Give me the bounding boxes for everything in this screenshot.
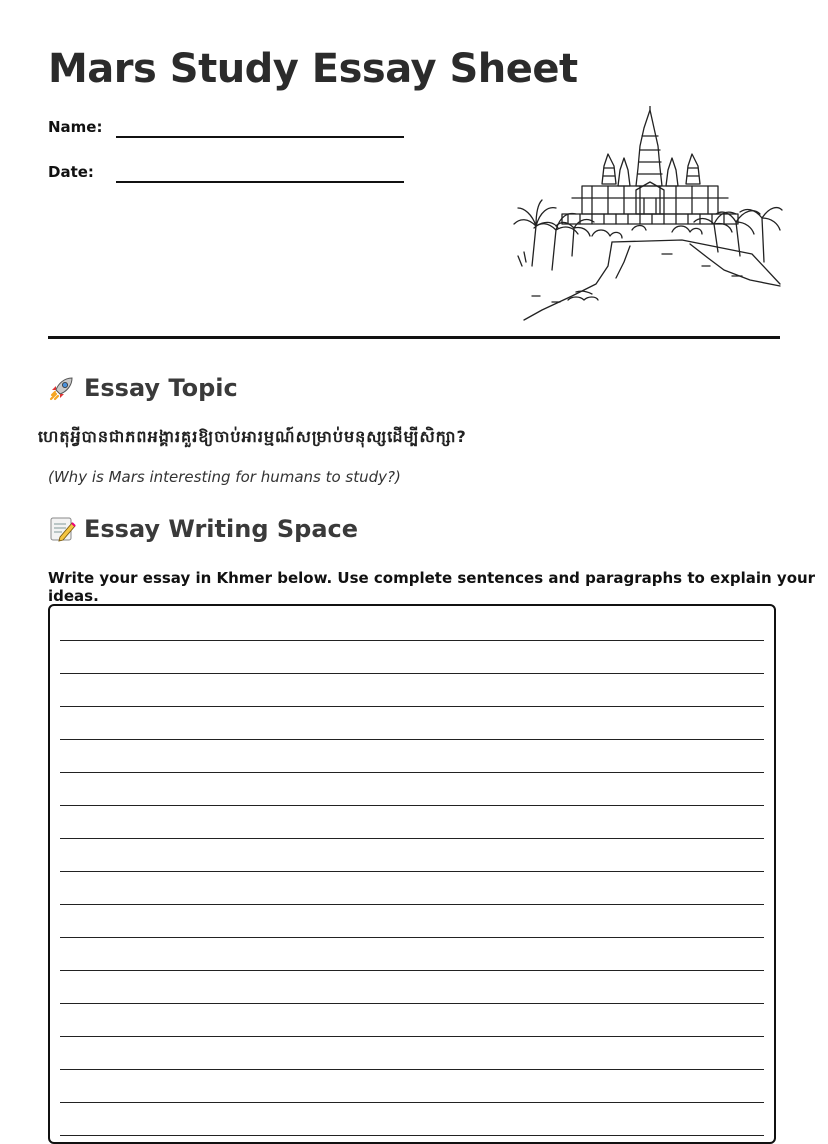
memo-icon — [48, 515, 76, 543]
date-blank-line[interactable] — [116, 181, 404, 183]
essay-writing-heading — [48, 515, 358, 543]
name-blank-line[interactable] — [116, 136, 404, 138]
essay-writing-label: Essay Writing Space — [84, 515, 359, 543]
writing-line — [60, 739, 764, 740]
essay-question-khmer: ហេតុអ្វីបានជាភពអង្គារគួរឱ្យចាប់អារម្មណ៍សម្រាប់មនុស្សដើម្បីសិក្សា? — [38, 427, 467, 446]
essay-writing-area[interactable] — [48, 604, 776, 1144]
essay-topic-label: Essay Topic — [84, 374, 238, 402]
essay-topic-heading — [48, 374, 238, 402]
temple-illustration — [512, 106, 784, 322]
essay-question-translation: (Why is Mars interesting for humans to study?) — [48, 468, 401, 486]
writing-line — [60, 1102, 764, 1103]
date-label: Date: — [48, 163, 94, 181]
writing-line — [60, 1135, 764, 1136]
writing-line — [60, 640, 764, 641]
writing-line — [60, 772, 764, 773]
header-divider — [48, 336, 780, 339]
writing-line — [60, 1036, 764, 1037]
page-title: Mars Study Essay Sheet — [48, 46, 578, 92]
writing-line — [60, 1069, 764, 1070]
name-label: Name: — [48, 118, 103, 136]
writing-line — [60, 673, 764, 674]
name-field[interactable] — [48, 112, 408, 142]
writing-line — [60, 904, 764, 905]
writing-line — [60, 1003, 764, 1004]
writing-line — [60, 805, 764, 806]
writing-line — [60, 970, 764, 971]
rocket-icon — [48, 374, 76, 402]
date-field[interactable] — [48, 157, 408, 187]
writing-line — [60, 937, 764, 938]
writing-line — [60, 871, 764, 872]
writing-instructions: Write your essay in Khmer below. Use complete sentences and paragraphs to explain your ideas. — [48, 569, 816, 605]
writing-line — [60, 706, 764, 707]
writing-line — [60, 838, 764, 839]
